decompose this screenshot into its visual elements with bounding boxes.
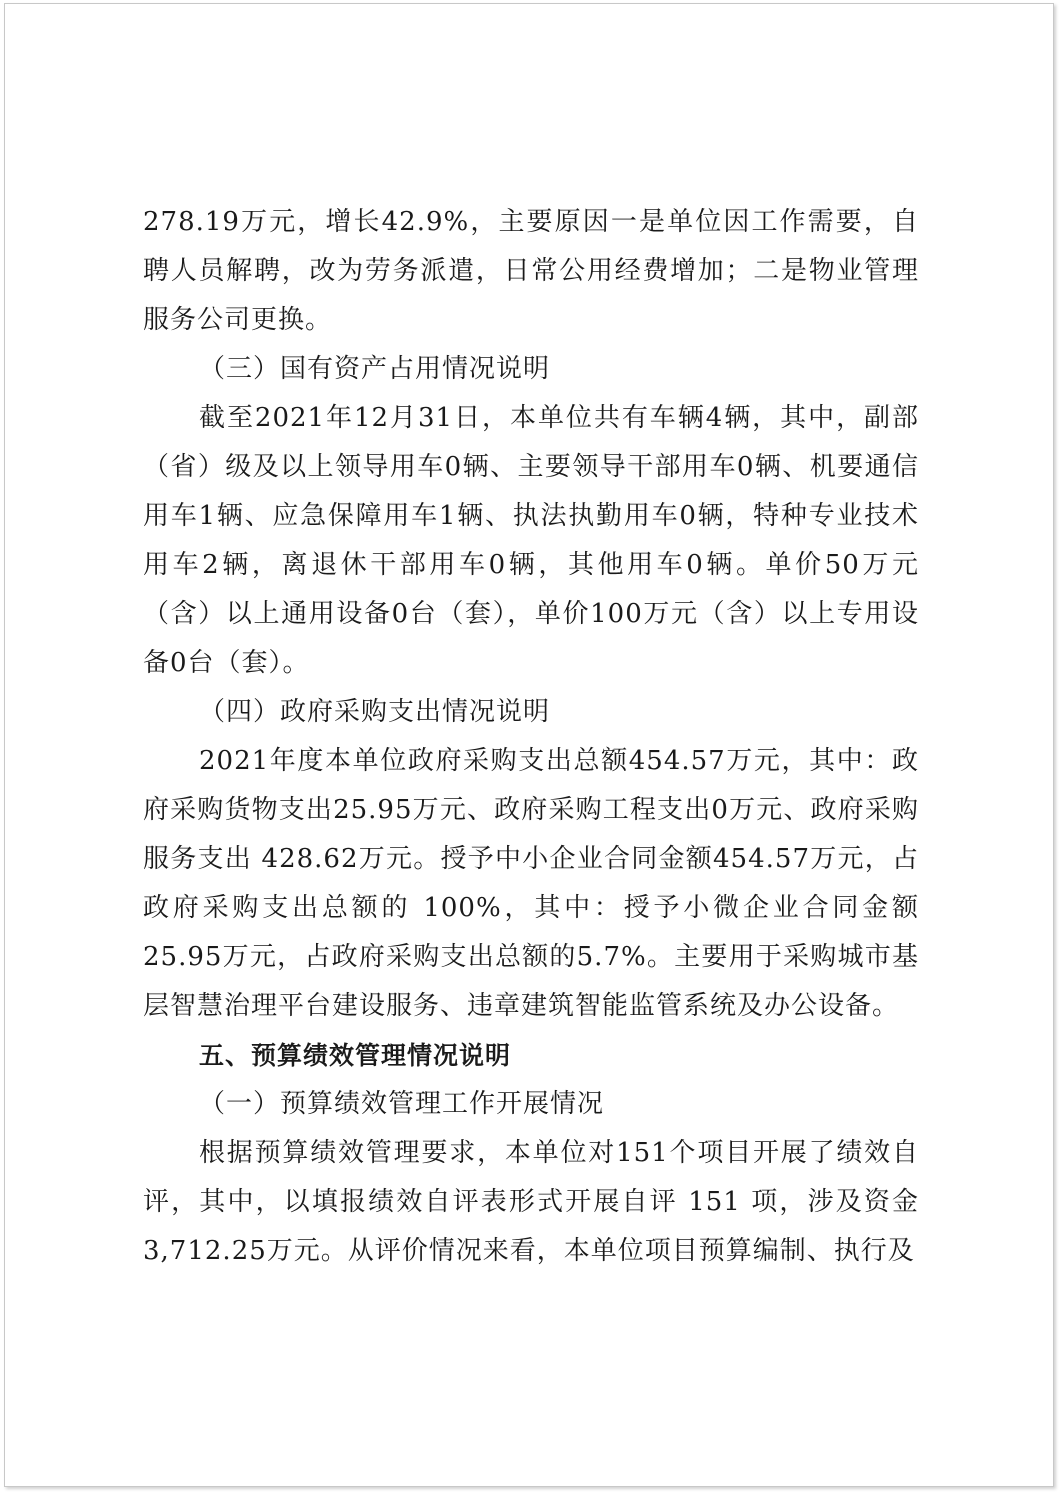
paragraph-state-assets: 截至2021年12月31日，本单位共有车辆4辆，其中，副部（省）级及以上领导用车0辆、主要领导干部用车0辆、机要通信用车1辆、应急保障用车1辆、执法执勤用车0辆，特种专业技术用车2辆，离退休干部用车0辆，其他用车0辆。单价50万元（含）以上通用设备0台（套），单价100万元（含）以上专用设备0台（套）。	[143, 403, 919, 678]
paragraph-budget-performance: 根据预算绩效管理要求，本单位对151个项目开展了绩效自评，其中，以填报绩效自评表形式开展自评 151 项，涉及资金3,712.25万元。从评价情况来看，本单位项目预算编制、执行及	[143, 1138, 919, 1266]
heading-government-procurement: （四）政府采购支出情况说明	[199, 697, 551, 727]
heading-budget-performance-work: （一）预算绩效管理工作开展情况	[199, 1089, 605, 1119]
heading-state-assets: （三）国有资产占用情况说明	[199, 354, 551, 384]
paragraph-expense-reason: 278.19万元，增长42.9%，主要原因一是单位因工作需要，自聘人员解聘，改为劳务派遣，日常公用经费增加；二是物业管理服务公司更换。	[143, 207, 919, 335]
document-body	[143, 198, 919, 1276]
paragraph-government-procurement: 2021年度本单位政府采购支出总额454.57万元，其中：政府采购货物支出25.95万元、政府采购工程支出0万元、政府采购服务支出 428.62万元。授予中小企业合同金额454.57万元，占政府采购支出总额的 100%，其中：授予小微企业合同金额25.95万元，占政府采购支出总额的5.7%。主要用于采购城市基层智慧治理平台建设服务、违章建筑智能监管系统及办公设备。	[143, 746, 919, 1021]
heading-budget-performance: 五、预算绩效管理情况说明	[199, 1041, 512, 1070]
